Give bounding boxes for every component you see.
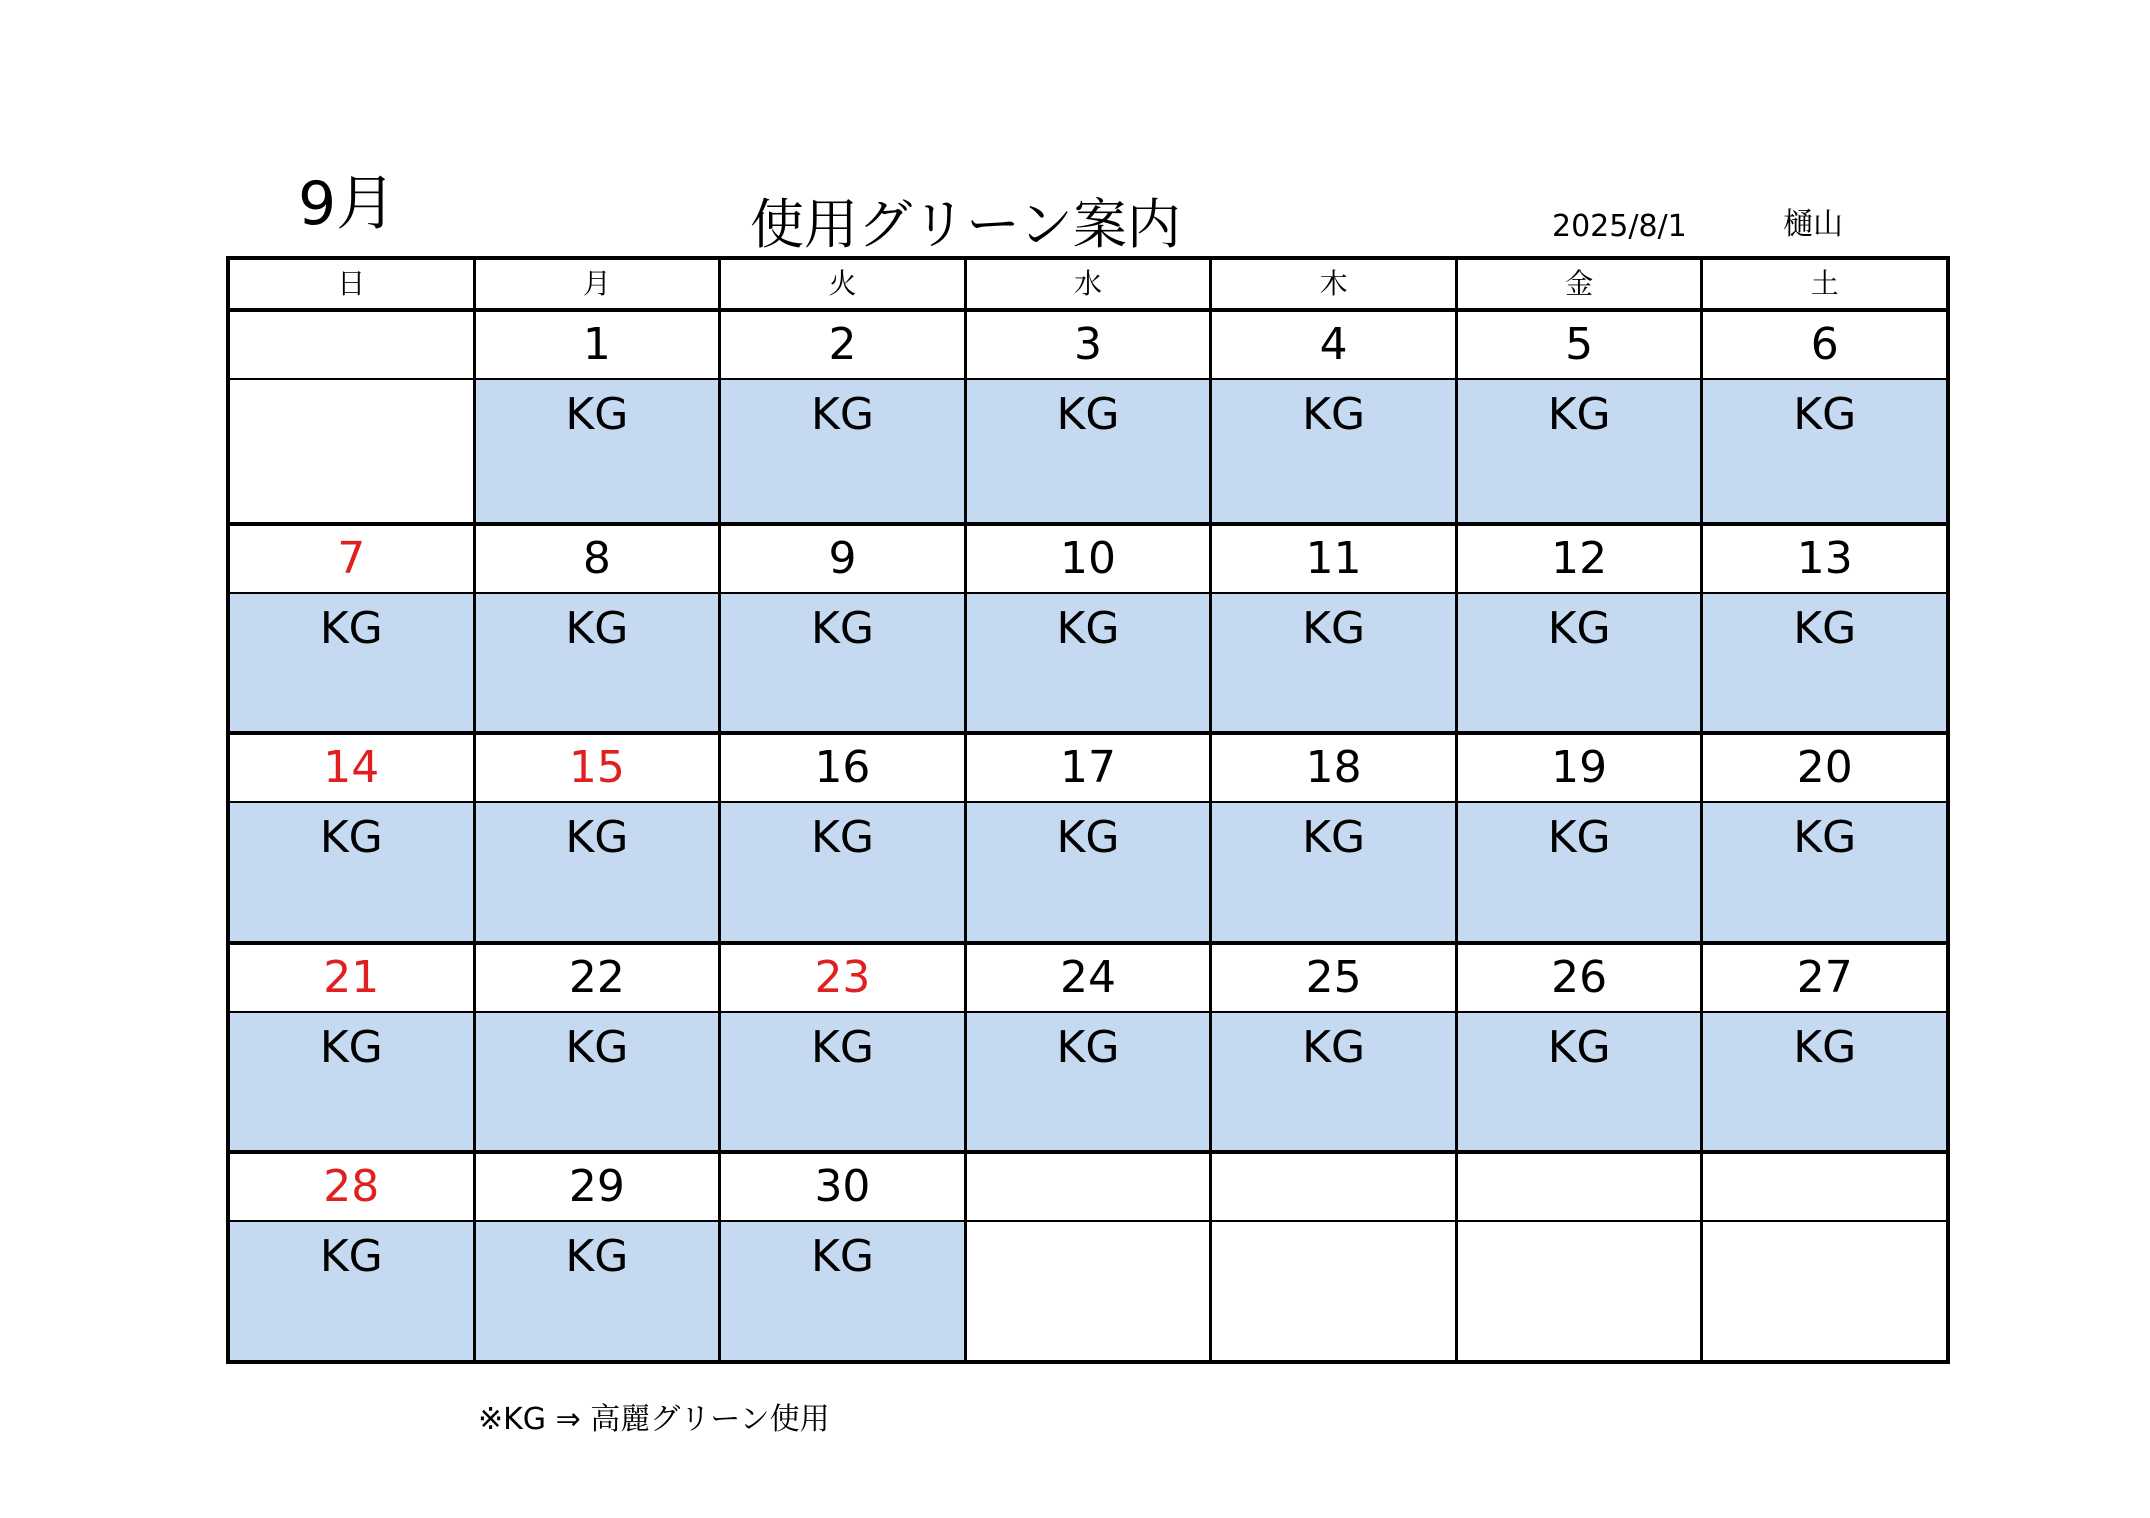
green-course-label: KG	[1212, 594, 1455, 732]
day-number: 28	[230, 1154, 473, 1222]
calendar-day-cell	[1700, 735, 1946, 941]
footnote: ※KG ⇒ 高麗グリーン使用	[478, 1402, 830, 1437]
green-course-label: KG	[476, 380, 719, 522]
calendar-day-cell	[1700, 526, 1946, 732]
calendar-day-cell	[964, 735, 1210, 941]
day-number: 27	[1703, 945, 1946, 1013]
green-course-label	[1458, 1222, 1701, 1360]
green-course-label: KG	[1703, 1013, 1946, 1151]
calendar-day-cell	[718, 1154, 964, 1360]
calendar-day-cell	[473, 735, 719, 941]
day-number: 4	[1212, 312, 1455, 380]
green-course-label: KG	[230, 594, 473, 732]
calendar-day-cell	[1209, 312, 1455, 522]
calendar-day-cell	[473, 526, 719, 732]
day-number	[1703, 1154, 1946, 1222]
green-course-label: KG	[476, 594, 719, 732]
calendar-day-cell	[230, 526, 473, 732]
day-number	[1212, 1154, 1455, 1222]
calendar-week-row	[230, 941, 1946, 1151]
weekday-header-row	[230, 260, 1946, 312]
day-number: 23	[721, 945, 964, 1013]
day-number: 8	[476, 526, 719, 594]
calendar-day-cell	[964, 1154, 1210, 1360]
green-course-label: KG	[721, 803, 964, 941]
author-name: 樋山	[1783, 207, 1843, 242]
day-number: 20	[1703, 735, 1946, 803]
day-number: 11	[1212, 526, 1455, 594]
weekday-header-fri: 金	[1455, 260, 1701, 308]
weekday-header-sat: 土	[1700, 260, 1946, 308]
green-course-label: KG	[1212, 380, 1455, 522]
green-course-label	[230, 380, 473, 522]
calendar-day-cell	[230, 735, 473, 941]
day-number: 30	[721, 1154, 964, 1222]
green-course-label: KG	[476, 803, 719, 941]
day-number: 1	[476, 312, 719, 380]
day-number: 12	[1458, 526, 1701, 594]
calendar-week-row	[230, 312, 1946, 522]
calendar-day-cell	[718, 526, 964, 732]
day-number: 13	[1703, 526, 1946, 594]
day-number: 7	[230, 526, 473, 594]
issue-date: 2025/8/1	[1552, 209, 1687, 244]
day-number	[230, 312, 473, 380]
calendar-day-cell	[964, 312, 1210, 522]
calendar-day-cell	[230, 312, 473, 522]
calendar-day-cell	[1700, 312, 1946, 522]
green-course-label: KG	[1703, 803, 1946, 941]
day-number	[967, 1154, 1210, 1222]
green-course-label: KG	[721, 1222, 964, 1360]
day-number: 19	[1458, 735, 1701, 803]
calendar-day-cell	[1455, 526, 1701, 732]
green-course-label: KG	[967, 1013, 1210, 1151]
green-course-label: KG	[967, 380, 1210, 522]
green-course-label: KG	[967, 594, 1210, 732]
weekday-header-tue: 火	[718, 260, 964, 308]
weekday-header-sun: 日	[337, 267, 366, 300]
calendar-day-cell	[1700, 945, 1946, 1151]
green-course-label: KG	[1458, 380, 1701, 522]
calendar-day-cell	[473, 945, 719, 1151]
green-course-label: KG	[1458, 803, 1701, 941]
calendar-day-cell	[718, 945, 964, 1151]
day-number: 17	[967, 735, 1210, 803]
day-number: 24	[967, 945, 1210, 1013]
green-course-label: KG	[476, 1013, 719, 1151]
green-course-label	[967, 1222, 1210, 1360]
green-course-label: KG	[1458, 1013, 1701, 1151]
day-number: 18	[1212, 735, 1455, 803]
calendar-week-row	[230, 522, 1946, 732]
day-number: 26	[1458, 945, 1701, 1013]
calendar-day-cell	[1455, 1154, 1701, 1360]
day-number: 16	[721, 735, 964, 803]
month-label: 9月	[298, 169, 397, 239]
calendar-day-cell	[964, 945, 1210, 1151]
calendar-day-cell	[1455, 945, 1701, 1151]
green-course-label: KG	[967, 803, 1210, 941]
page-title: 使用グリーン案内	[750, 193, 1181, 256]
calendar-day-cell	[1455, 735, 1701, 941]
day-number: 25	[1212, 945, 1455, 1013]
day-number: 21	[230, 945, 473, 1013]
green-course-label: KG	[721, 594, 964, 732]
calendar-day-cell	[230, 945, 473, 1151]
day-number: 9	[721, 526, 964, 594]
green-course-label	[1212, 1222, 1455, 1360]
green-course-label: KG	[230, 1222, 473, 1360]
green-course-label: KG	[1703, 380, 1946, 522]
calendar-day-cell	[1209, 945, 1455, 1151]
day-number: 15	[476, 735, 719, 803]
day-number: 2	[721, 312, 964, 380]
calendar-day-cell	[1700, 1154, 1946, 1360]
day-number: 22	[476, 945, 719, 1013]
day-number: 10	[967, 526, 1210, 594]
calendar-day-cell	[718, 312, 964, 522]
green-course-label	[1703, 1222, 1946, 1360]
calendar-weeks	[230, 312, 1946, 1360]
calendar-day-cell	[718, 735, 964, 941]
calendar-day-cell	[964, 526, 1210, 732]
calendar-day-cell	[473, 1154, 719, 1360]
calendar-day-cell	[230, 1154, 473, 1360]
calendar-day-cell	[1209, 1154, 1455, 1360]
day-number: 14	[230, 735, 473, 803]
calendar-day-cell	[1209, 735, 1455, 941]
day-number: 5	[1458, 312, 1701, 380]
green-course-label: KG	[721, 380, 964, 522]
calendar-day-cell	[1209, 526, 1455, 732]
weekday-header-thu: 木	[1209, 260, 1455, 308]
green-course-label: KG	[1703, 594, 1946, 732]
green-course-label: KG	[1458, 594, 1701, 732]
weekday-header-wed: 水	[964, 260, 1210, 308]
green-course-label: KG	[230, 1013, 473, 1151]
green-course-label: KG	[476, 1222, 719, 1360]
day-number: 29	[476, 1154, 719, 1222]
green-course-label: KG	[721, 1013, 964, 1151]
day-number	[1458, 1154, 1701, 1222]
calendar-week-row	[230, 1150, 1946, 1360]
weekday-header-mon: 月	[473, 260, 719, 308]
calendar-week-row	[230, 731, 1946, 941]
green-course-label: KG	[1212, 803, 1455, 941]
green-course-label: KG	[1212, 1013, 1455, 1151]
day-number: 3	[967, 312, 1210, 380]
day-number: 6	[1703, 312, 1946, 380]
calendar-day-cell	[1455, 312, 1701, 522]
green-course-label: KG	[230, 803, 473, 941]
calendar-day-cell	[473, 312, 719, 522]
calendar-table	[226, 256, 1950, 1364]
